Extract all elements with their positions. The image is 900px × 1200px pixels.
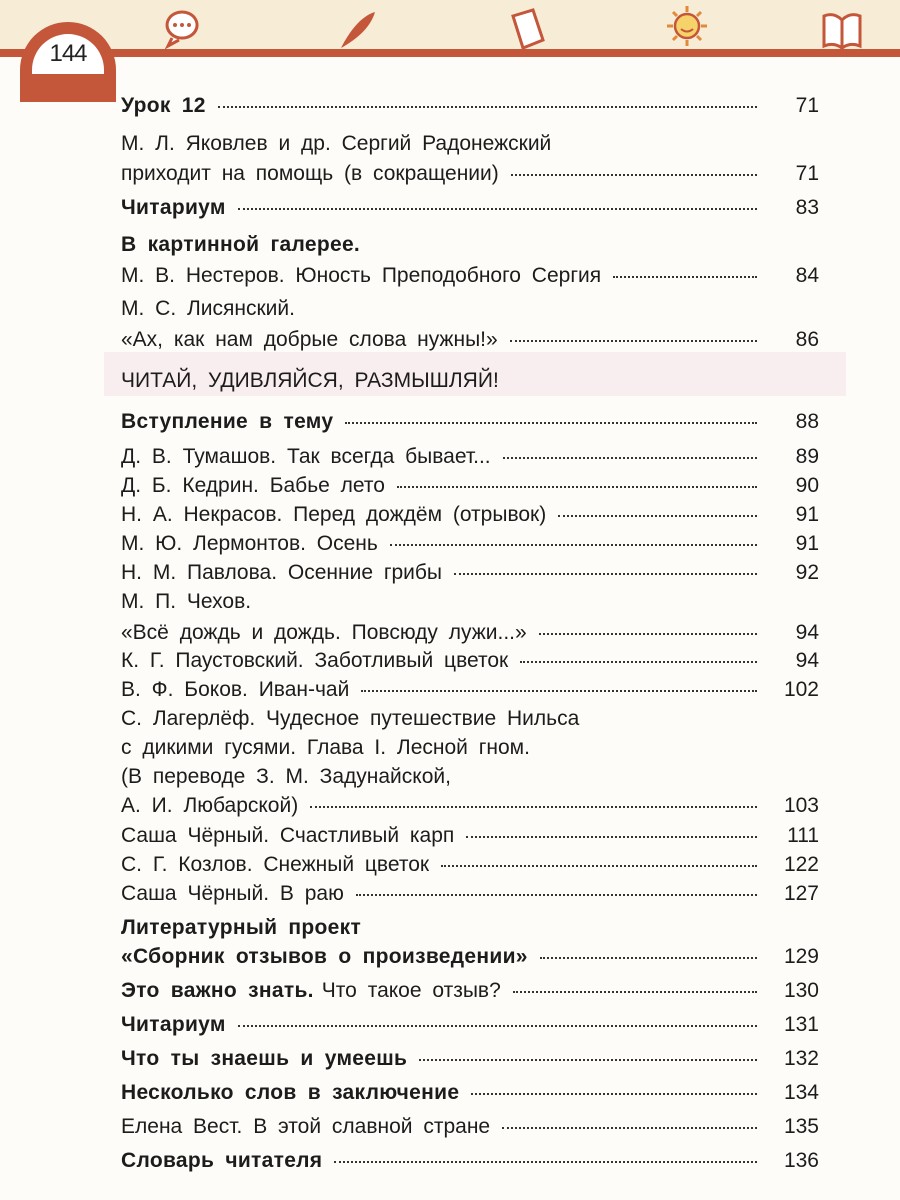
toc-entry[interactable] (121, 882, 819, 912)
toc-entry[interactable] (121, 979, 819, 1009)
entry-title: С. Г. Козлов. Снежный цветок (121, 853, 430, 876)
toc-entry[interactable] (121, 736, 819, 766)
entry-page: 130 (783, 979, 819, 1002)
dot-leader (540, 957, 757, 959)
toc-entry[interactable] (121, 532, 819, 562)
dot-leader (218, 106, 757, 108)
toc-entry[interactable] (121, 94, 819, 124)
entry-page: 129 (783, 945, 819, 968)
dot-leader (397, 486, 757, 488)
entry-page: 94 (795, 621, 819, 644)
dot-leader (334, 1161, 757, 1163)
entry-page: 127 (783, 882, 819, 905)
entry-title: М. Л. Яковлев и др. Сергий Радонежский (121, 132, 552, 155)
entry-title: «Сборник отзывов о произведении» (121, 945, 528, 968)
entry-title: Словарь читателя (121, 1149, 323, 1172)
toc-entry[interactable] (121, 765, 819, 795)
entry-title: Д. Б. Кедрин. Бабье лето (121, 474, 385, 497)
dot-leader (345, 422, 757, 424)
entry-page: 83 (795, 196, 819, 219)
entry-page: 91 (795, 503, 819, 526)
toc-entry[interactable] (121, 649, 819, 679)
toc-entry[interactable] (121, 410, 819, 440)
toc-entry[interactable] (121, 233, 819, 263)
entry-title: А. И. Любарской) (121, 794, 299, 817)
entry-title: с дикими гусями. Глава I. Лесной гном. (121, 736, 530, 759)
toc-entry[interactable] (121, 707, 819, 737)
toc-entry[interactable] (121, 162, 819, 192)
dot-leader (238, 208, 757, 210)
toc-entry[interactable] (121, 1149, 819, 1179)
entry-title: Что ты знаешь и умеешь (121, 1047, 408, 1070)
toc-entry[interactable] (121, 445, 819, 475)
entry-page: 135 (783, 1115, 819, 1138)
entry-title: «Всё дождь и дождь. Повсюду лужи...» (121, 621, 527, 644)
entry-page: 71 (795, 94, 819, 117)
toc-entry[interactable] (121, 1115, 819, 1145)
entry-title: Н. М. Павлова. Осенние грибы (121, 561, 443, 584)
toc-entry[interactable] (121, 297, 819, 327)
open-book-icon (820, 6, 864, 50)
entry-title: М. С. Лисянский. (121, 297, 295, 320)
dot-leader (510, 340, 757, 342)
toc-entry[interactable] (121, 621, 819, 651)
dot-leader (238, 1025, 757, 1027)
entry-page: 122 (783, 853, 819, 876)
feather-icon (335, 6, 379, 50)
toc-entry[interactable] (121, 132, 819, 162)
toc-entry[interactable] (121, 916, 819, 946)
entry-page: 88 (795, 410, 819, 433)
toc-entry[interactable] (121, 824, 819, 854)
entry-title: Читариум (121, 196, 226, 219)
toc-entry[interactable] (121, 794, 819, 824)
dot-leader (513, 991, 757, 993)
book-icon (505, 6, 549, 50)
dot-leader (441, 865, 757, 867)
entry-title: приходит на помощь (в сокращении) (121, 162, 499, 185)
entry-page: 136 (783, 1149, 819, 1172)
toc-entry[interactable] (121, 678, 819, 708)
dot-leader (361, 690, 757, 692)
page-header (0, 0, 900, 56)
dot-leader (310, 806, 757, 808)
entry-title: Читариум (121, 1013, 226, 1036)
entry-title: С. Лагерлёф. Чудесное путешествие Нильса (121, 707, 580, 730)
toc-entry[interactable] (121, 1047, 819, 1077)
entry-page: 84 (795, 264, 819, 287)
entry-title-bold: Это важно знать. (121, 979, 314, 1002)
entry-title: Н. А. Некрасов. Перед дождём (отрывок) (121, 503, 547, 526)
entry-title: В картинной галерее. (121, 233, 361, 256)
entry-page: 86 (795, 328, 819, 351)
entry-title: М. В. Нестеров. Юность Преподобного Сергия (121, 264, 602, 287)
dot-leader (502, 1127, 757, 1129)
entry-page: 134 (783, 1081, 819, 1104)
toc-entry[interactable] (121, 945, 819, 975)
dot-leader (613, 276, 757, 278)
toc-entry[interactable] (121, 503, 819, 533)
entry-title: Саша Чёрный. В раю (121, 882, 344, 905)
entry-title: (В переводе З. М. Задунайской, (121, 765, 451, 788)
entry-title: К. Г. Паустовский. Заботливый цветок (121, 649, 509, 672)
dot-leader (466, 836, 757, 838)
toc-entry[interactable] (121, 1013, 819, 1043)
dot-leader (503, 457, 757, 459)
header-rule (0, 49, 900, 57)
dot-leader (390, 544, 757, 546)
toc-entry[interactable] (121, 196, 819, 226)
entry-page: 71 (795, 162, 819, 185)
toc-entry[interactable] (121, 474, 819, 504)
entry-page: 90 (795, 474, 819, 497)
dot-leader (558, 515, 757, 517)
entry-page: 94 (795, 649, 819, 672)
entry-title: Что такое отзыв? (321, 979, 501, 1002)
entry-page: 92 (795, 561, 819, 584)
section-heading (121, 369, 819, 399)
entry-title: Литературный проект (121, 916, 362, 939)
entry-title: Елена Вест. В этой славной стране (121, 1115, 491, 1138)
toc-entry[interactable] (121, 590, 819, 620)
dot-leader (356, 894, 757, 896)
entry-title: Д. В. Тумашов. Так всегда бывает... (121, 445, 491, 468)
entry-title: «Ах, как нам добрые слова нужны!» (121, 328, 498, 351)
entry-title: Урок 12 (121, 94, 206, 117)
dot-leader (520, 661, 757, 663)
entry-page: 131 (783, 1013, 819, 1036)
entry-page: 132 (783, 1047, 819, 1070)
entry-title: Несколько слов в заключение (121, 1081, 460, 1104)
toc-entry[interactable] (121, 264, 819, 294)
entry-title: В. Ф. Боков. Иван-чай (121, 678, 350, 701)
entry-page: 103 (783, 794, 819, 817)
sun-icon (665, 4, 709, 48)
dot-leader (471, 1093, 757, 1095)
dot-leader (539, 633, 757, 635)
entry-page: 89 (795, 445, 819, 468)
section-title: ЧИТАЙ, УДИВЛЯЙСЯ, РАЗМЫШЛЯЙ! (121, 369, 499, 392)
entry-title: М. П. Чехов. (121, 590, 252, 613)
entry-title: Вступление в тему (121, 410, 334, 433)
dot-leader (454, 573, 757, 575)
entry-title: М. Ю. Лермонтов. Осень (121, 532, 378, 555)
toc-entry[interactable] (121, 853, 819, 883)
entry-page: 111 (787, 824, 819, 847)
speech-bubble-icon (160, 6, 204, 50)
toc-entry[interactable] (121, 1081, 819, 1111)
entry-page: 102 (783, 678, 819, 701)
toc-entry[interactable] (121, 561, 819, 591)
dot-leader (419, 1059, 757, 1061)
toc-entry[interactable] (121, 328, 819, 358)
page-number: 144 (49, 40, 87, 67)
entry-page: 91 (795, 532, 819, 555)
entry-title: Саша Чёрный. Счастливый карп (121, 824, 455, 847)
dot-leader (511, 174, 757, 176)
